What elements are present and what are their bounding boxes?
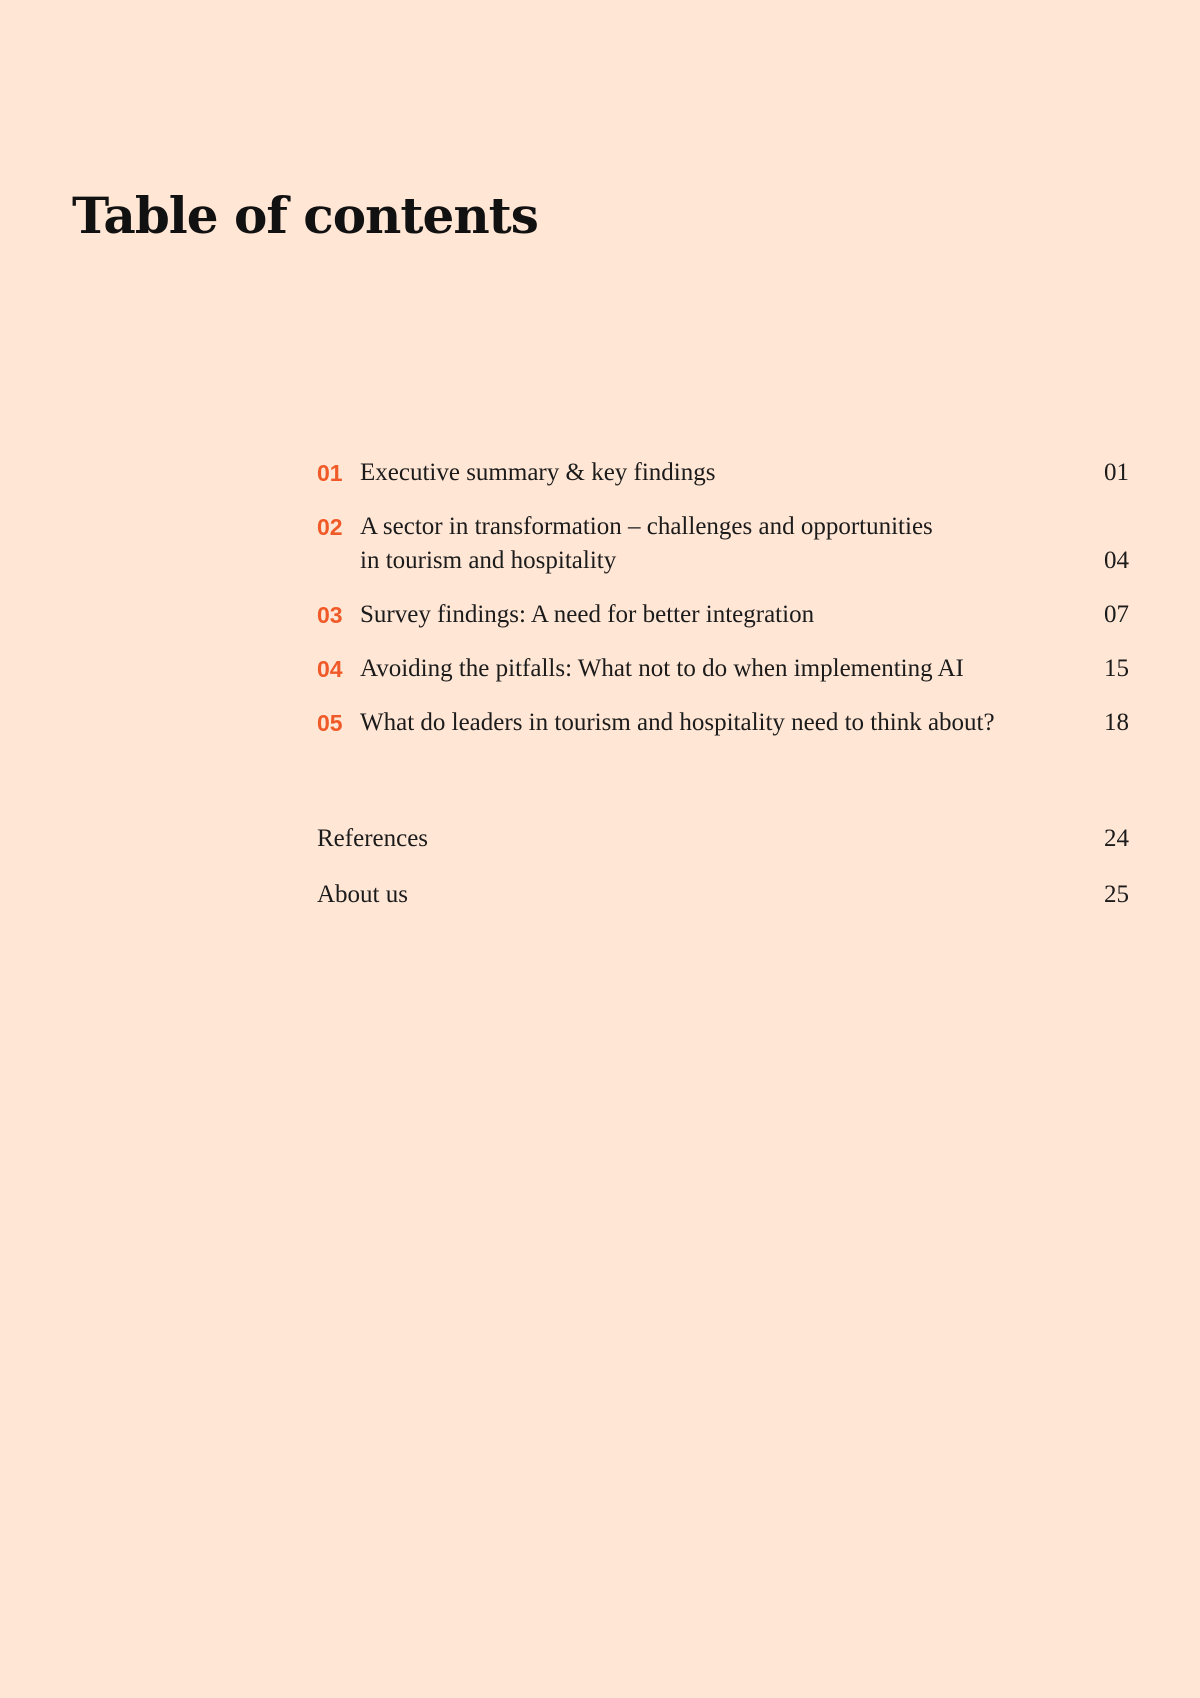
toc-entry-page: 18 (1104, 709, 1129, 736)
toc-entry-number: 05 (317, 710, 343, 736)
toc-entry-title: References (317, 825, 429, 852)
toc-entry-references[interactable] (317, 822, 1129, 856)
toc-entry-page: 15 (1104, 655, 1129, 682)
toc-entry-page: 25 (1104, 881, 1129, 908)
page-title: Table of contents (72, 186, 538, 245)
toc-entry-title: What do leaders in tourism and hospitality need to think about? (360, 709, 995, 736)
toc-entry-title: About us (317, 881, 408, 908)
toc-list (317, 456, 1129, 760)
toc-entry-02[interactable] (317, 510, 1129, 578)
toc-extras (317, 822, 1129, 934)
toc-entry-04[interactable] (317, 652, 1129, 686)
toc-entry-page: 24 (1104, 825, 1129, 852)
toc-entry-05[interactable] (317, 706, 1129, 740)
toc-entry-03[interactable] (317, 598, 1129, 632)
toc-entry-title: Executive summary & key findings (360, 459, 716, 486)
toc-entry-number: 02 (317, 514, 343, 540)
toc-entry-number: 03 (317, 602, 343, 628)
toc-entry-page: 07 (1104, 601, 1129, 628)
toc-entry-page: 01 (1104, 459, 1129, 486)
toc-entry-page: 04 (1104, 547, 1129, 574)
toc-entry-about-us[interactable] (317, 878, 1129, 912)
toc-entry-title: A sector in transformation – challenges and opportunities in tourism and hospitality (360, 513, 933, 574)
toc-entry-title: Avoiding the pitfalls: What not to do when implementing AI (360, 655, 964, 682)
toc-entry-01[interactable] (317, 456, 1129, 490)
toc-entry-title: Survey findings: A need for better integration (360, 601, 815, 628)
toc-entry-number: 04 (317, 656, 343, 682)
toc-entry-number: 01 (317, 460, 343, 486)
